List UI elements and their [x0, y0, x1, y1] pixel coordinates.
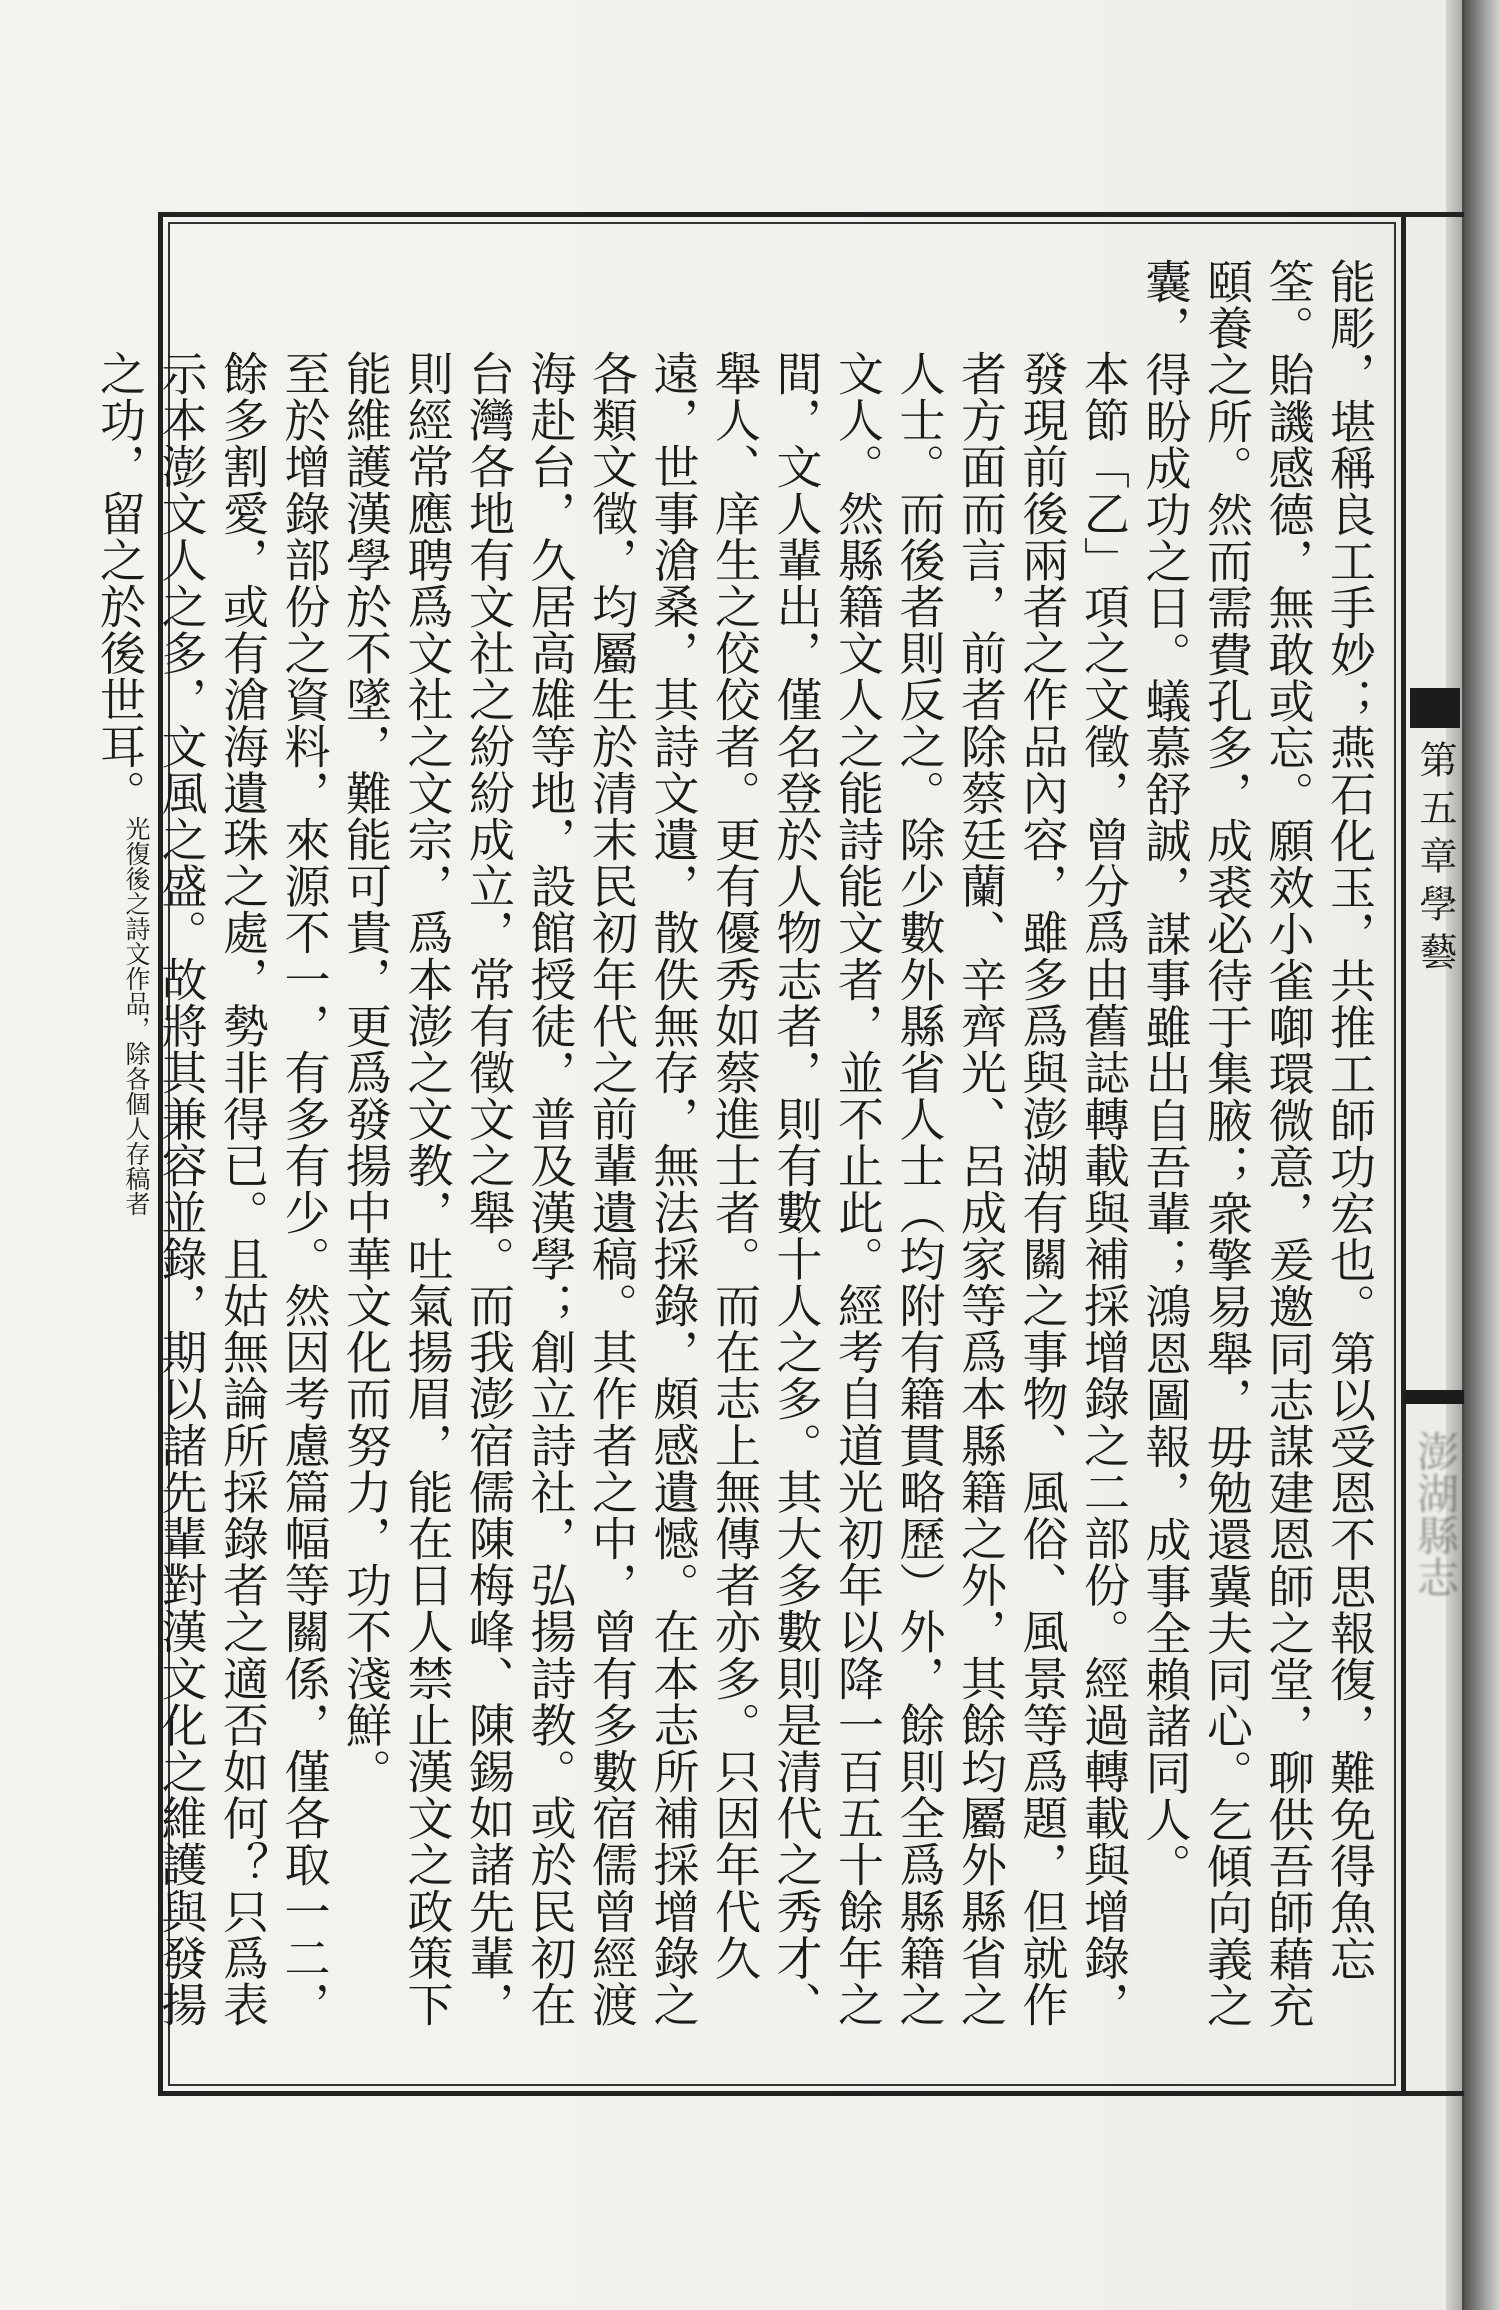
margin-faded-book-title: 澎湖縣志: [1411, 1430, 1460, 1598]
chapter-title-char-2: 藝: [1413, 932, 1457, 980]
main-vertical-text: [93, 258, 1380, 2058]
paragraph-1: 能彫，堪稱良工手妙；燕石化玉，共推工師功宏也。第以受恩不思報復，難免得魚忘筌。貽譏感德，無敢或忘。願效小雀啣環微意，爰邀同志謀建恩師之堂，聊供吾師藉充頤養之所。然而需費孔多，成裘必待于集腋；衆擎易舉，毋勉還冀夫同心。乞傾向義之囊，得盼成功之日。蟻慕舒誠，謀事雖出自吾輩；鴻恩圖報，成事全賴諸同人。: [1138, 258, 1377, 2029]
paragraph-2: 本節「乙」項之文徵，曾分爲由舊誌轉載與補採增錄之二部份。經過轉載與增錄，發現前後兩者之作品內容，雖多爲與澎湖有關之事物、風俗、風景等爲題，但就作者方面而言，前者除蔡廷蘭、辛齊光、呂成家等爲本縣籍之外，其餘均屬外縣省之人士。而後者則反之。除少數外縣省人士（均附有籍貫略歷）外，餘則全爲縣籍之文人。然縣籍文人之能詩能文者，並不止此。經考自道光初年以降一百五十餘年之間，文人輩出，僅名登於人物志者，則有數十人之多。其大多數則是清代之秀才、舉人、庠生之佼佼者。更有優秀如蔡進士者。而在志上無傳者亦多。只因年代久遠，世事滄桑，其詩文遺，散佚無存，無法採錄，頗感遺憾。在本志所補採增錄之各類文徵，均屬生於清末民初年代之前輩遺稿。其作者之中，曾有多數宿儒曾經渡海赴台，久居高雄等地，設館授徒，普及漢學；創立詩社，弘揚詩教。或於民初在台灣各地有文社之紛紛成立，常有徵文之舉。而我澎宿儒陳梅峰、陳錫如諸先輩，則經常應聘爲文社之文宗，爲本澎之文教，吐氣揚眉，能在日人禁止漢文之政策下能維護漢學於不墜，難能可貴，更爲發揚中華文化而努力，功不淺鮮。: [339, 350, 1131, 2028]
book-binding-edge: [1462, 0, 1500, 2310]
margin-ink-rule: [1404, 1390, 1464, 1404]
chapter-title-char-1: 學: [1413, 884, 1457, 932]
paragraph-3-annotation: 光復後之詩文作品，除各個人存稿者: [122, 816, 151, 1216]
running-chapter-heading: [1410, 740, 1460, 980]
margin-ink-block: [1410, 688, 1460, 728]
chapter-number: 第五章: [1413, 740, 1457, 884]
paragraph-3: [89, 258, 335, 2058]
paragraph-3-text: 至於增錄部份之資料，來源不一，有多有少。然因考慮篇幅等關係，僅各取一二，餘多割愛，或有滄海遺珠之處，勢非得已。且姑無論所採錄者之適否如何？只爲表示本澎文人之多，文風之盛。故將其兼容並錄，期以諸先輩對漢文化之維護與發揚之功，留之於後世耳。: [93, 350, 332, 2028]
